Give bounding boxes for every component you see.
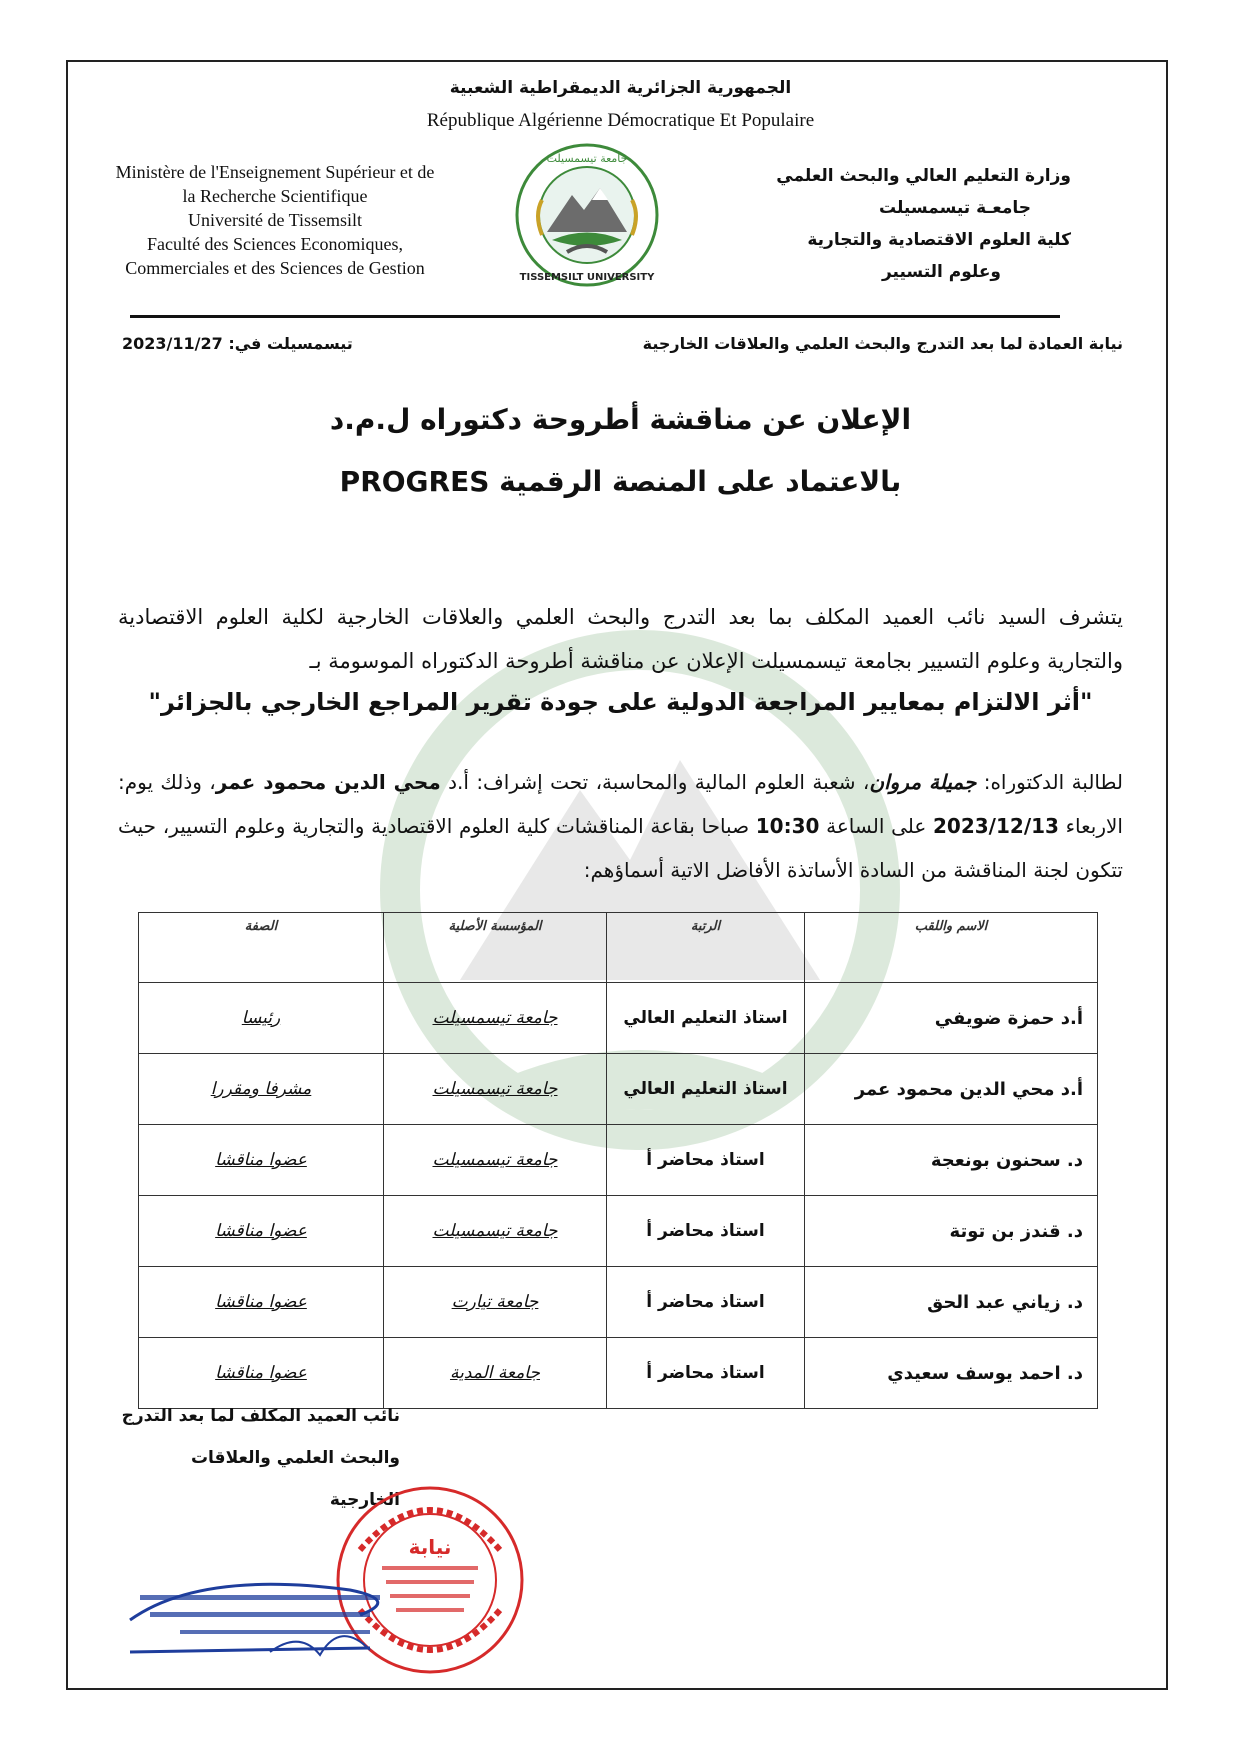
signatory-line-1: نائب العميد المكلف لما بعد التدرج: [121, 1406, 400, 1426]
member-institution: جامعة تيسمسيلت: [384, 1054, 607, 1125]
header-rank: الرتبة: [607, 913, 805, 983]
announcement-subtitle: بالاعتماد على المنصة الرقمية PROGRES: [339, 465, 902, 498]
member-rank: استاذ محاضر أ: [607, 1338, 805, 1409]
signatory-line-2: والبحث العلمي والعلاقات الخارجية: [190, 1448, 400, 1510]
university-arabic-line: جامعـة تيسمسيلت: [879, 198, 1031, 218]
member-name: د. سحنون بونعجة: [805, 1125, 1098, 1196]
logo-text-arabic: جامعة تيسمسيلت: [546, 152, 628, 165]
defense-date: 2023/12/13: [933, 814, 1059, 838]
signature-stamp: [120, 1560, 410, 1670]
student-name: جميلة مروان: [869, 770, 977, 794]
student-label: لطالبة الدكتوراه:: [983, 770, 1124, 794]
defense-location-text: صباحا بقاعة المناقشات كلية العلوم الاقتصادية والتجارية وعلوم التسيير، حيث تتكون لجنة المناقشة من السادة الأساتذة الأفاضل الاتية أسماؤهم:: [118, 814, 1123, 882]
day-text: ، وذلك يوم: الاربعاء: [118, 770, 1123, 838]
member-institution: جامعة المدية: [384, 1338, 607, 1409]
university-logo: [512, 140, 662, 290]
header-french-block: [75, 160, 475, 280]
date-label: تيسمسيلت في:: [228, 334, 353, 353]
supervisor-name: محي الدين محمود عمر: [215, 770, 441, 794]
defense-details: [118, 760, 1123, 892]
member-institution: جامعة تيسمسيلت: [384, 983, 607, 1054]
member-role: عضوا مناقشا: [139, 1338, 384, 1409]
republic-name-french: République Algérienne Démocratique Et Populaire: [426, 110, 815, 131]
republic-name-arabic: الجمهورية الجزائرية الديمقراطية الشعبية: [449, 78, 792, 98]
header-role: الصفة: [139, 913, 384, 983]
announcement-title: الإعلان عن مناقشة أطروحة دكتوراه ل.م.د: [329, 403, 912, 436]
table-row: [139, 1267, 1098, 1338]
member-name: د. احمد يوسف سعيدي: [805, 1338, 1098, 1409]
faculty-line-1: Faculté des Sciences Economiques,: [147, 234, 403, 254]
jury-header-row: [139, 913, 1098, 983]
svg-text:نيابة: نيابة: [408, 1535, 452, 1559]
member-rank: استاذ محاضر أ: [607, 1196, 805, 1267]
office-name: نيابة العمادة لما بعد التدرج والبحث العلمي والعلاقات الخارجية: [642, 334, 1123, 353]
member-role: رئيسا: [139, 983, 384, 1054]
faculty-line-2: Commerciales et des Sciences de Gestion: [125, 258, 425, 278]
ministry-arabic-line: وزارة التعليم العالي والبحث العلمي: [776, 166, 1071, 186]
header-institution: المؤسسة الأصلية: [384, 913, 607, 983]
header-arabic-block: [771, 160, 1071, 288]
member-rank: استاذ التعليم العالي: [607, 983, 805, 1054]
member-rank: استاذ محاضر أ: [607, 1267, 805, 1338]
jury-table: [138, 912, 1098, 1409]
member-name: أ.د محي الدين محمود عمر: [805, 1054, 1098, 1125]
thesis-title: "أثر الالتزام بمعايير المراجعة الدولية على جودة تقرير المراجع الخارجي بالجزائر": [148, 688, 1093, 716]
member-institution: جامعة تيارت: [384, 1267, 607, 1338]
member-institution: جامعة تيسمسيلت: [384, 1125, 607, 1196]
member-name: د. قندز بن توتة: [805, 1196, 1098, 1267]
member-role: مشرفا ومقررا: [139, 1054, 384, 1125]
faculty-arabic-line-2: وعلوم التسيير: [881, 262, 1001, 282]
issue-date: [122, 334, 353, 353]
table-row: [139, 1125, 1098, 1196]
member-name: د. زياني عبد الحق: [805, 1267, 1098, 1338]
logo-text-english: TISSEMSILT UNIVERSITY: [519, 272, 655, 283]
date-value: 2023/11/27: [122, 334, 223, 353]
header-divider: [130, 315, 1060, 318]
branch-text: ، شعبة العلوم المالية والمحاسبة، تحت إشراف: أ.د: [448, 770, 870, 794]
member-role: عضوا مناقشا: [139, 1267, 384, 1338]
member-rank: استاذ محاضر أ: [607, 1125, 805, 1196]
ministry-line-1: Ministère de l'Enseignement Supérieur et de: [115, 162, 435, 182]
header-name: الاسم واللقب: [805, 913, 1098, 983]
time-label: على الساعة: [826, 814, 927, 838]
member-rank: استاذ التعليم العالي: [607, 1054, 805, 1125]
university-line: Université de Tissemsilt: [187, 210, 362, 230]
member-institution: جامعة تيسمسيلت: [384, 1196, 607, 1267]
faculty-arabic-line-1: كلية العلوم الاقتصادية والتجارية: [807, 230, 1071, 250]
defense-time: 10:30: [755, 814, 820, 838]
member-name: أ.د حمزة ضويفي: [805, 983, 1098, 1054]
intro-paragraph: يتشرف السيد نائب العميد المكلف بما بعد التدرج والبحث العلمي والعلاقات الخارجية لكلية العلوم الاقتصادية والتجارية وعلوم التسيير بجامعة تيسمسيلت الإعلان عن مناقشة أطروحة الدكتوراه الموسومة بـ: [118, 605, 1123, 673]
ministry-line-2: la Recherche Scientifique: [182, 186, 368, 206]
table-row: [139, 1054, 1098, 1125]
table-row: [139, 1196, 1098, 1267]
member-role: عضوا مناقشا: [139, 1196, 384, 1267]
table-row: [139, 983, 1098, 1054]
member-role: عضوا مناقشا: [139, 1125, 384, 1196]
